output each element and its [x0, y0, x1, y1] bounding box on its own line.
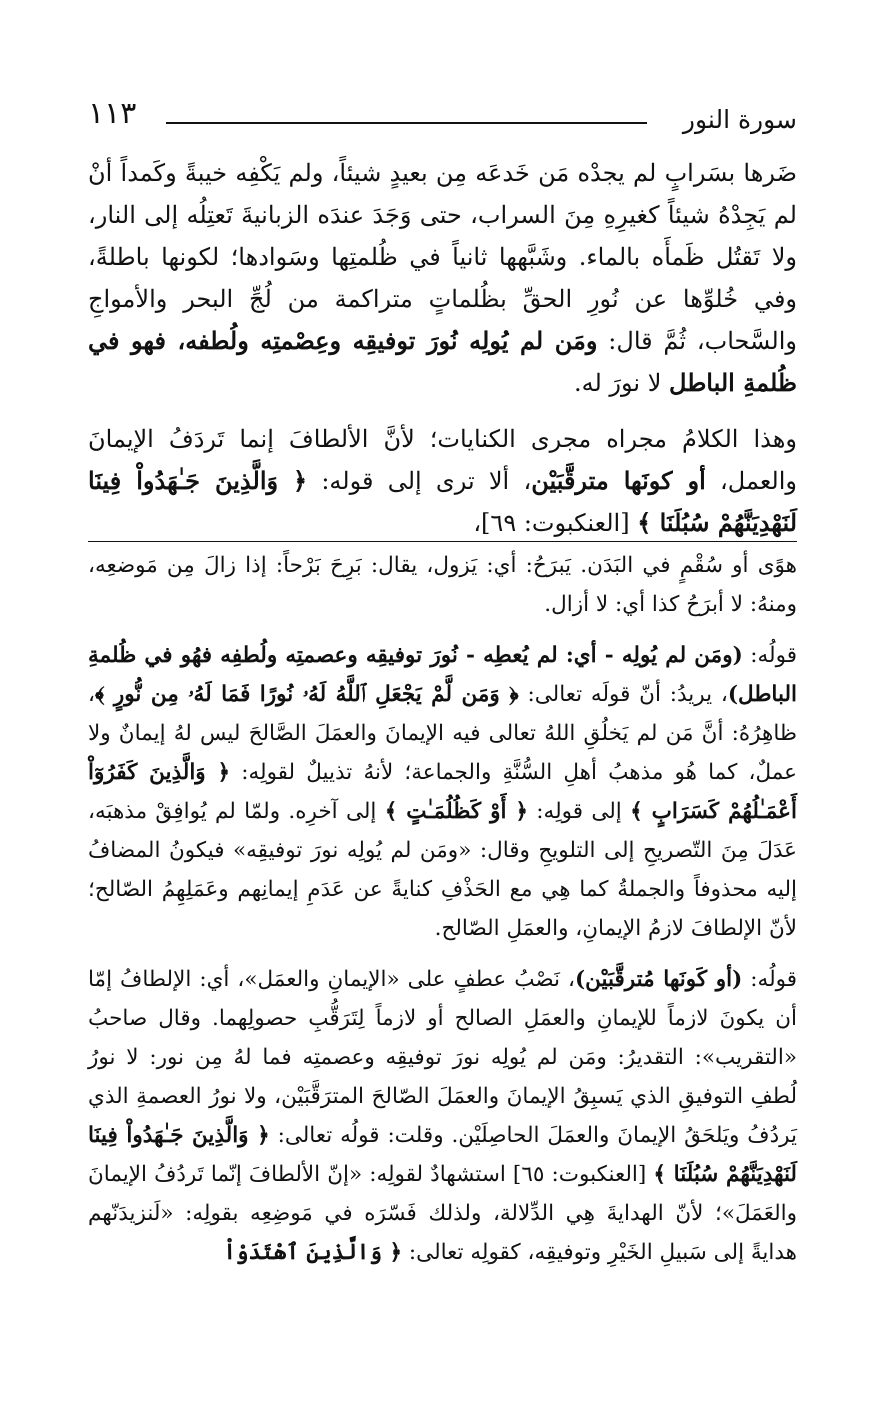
- quran-verse: ﴿ وَالَّذِينَ ٱهْتَدَوْاْ: [223, 1240, 403, 1265]
- commentary-text-run: إلى قولِه:: [527, 799, 631, 824]
- commentary-text-run: [العنكبوت: ٦٥] استشهادٌ لقولِه: «إنّ الألطافَ إنّما تَردُفُ الإيمانَ والعَمَلَ»؛ لأنّ الهدايةَ هِي الدِّلالة، ولذلك فَسّرَه في مَوضِعِه بقولِه: «لَنزيدَنّهم هدايةً إلى سَبيلِ الخَيْرِ وتوفيقِه، كقولِه تعالى:: [88, 1162, 797, 1265]
- quran-verse: ﴿ أَوْ كَظُلُمَـٰتٍ ﴾: [384, 799, 528, 824]
- commentary-text: [88, 546, 797, 1272]
- main-paragraph-1: [88, 152, 797, 404]
- surah-title: سورة النور: [682, 105, 797, 134]
- quran-verse: ﴿ وَالَّذِينَ جَـٰهَدُواْ فِينَا لَنَهْدِيَنَّهُمْ سُبُلَنَا ﴾: [88, 466, 797, 537]
- commentary-text-run: إلى آخرِه. ولمّا لم يُوافِقْ مذهبَه، عَدَلَ مِنَ التّصريحِ إلى التلويحِ وقال: «ومَن لم يُولِه نورَ توفيقِه» فيكونُ المضافُ إليه محذوفاً والجملةُ كما هِي مع الحَذْفِ كنايةً عن عَدَمِ إيمانِهم وعَمَلِهِمُ الصّالح؛ لأنّ الإلطافَ لازمُ الإيمانِ، والعمَلِ الصّالح.: [88, 799, 797, 941]
- commentary-paragraph-2: [88, 636, 797, 948]
- commentary-bold-phrase: (أو كَونَها مُترقَّبَيْن): [574, 967, 743, 992]
- page-number: ١١٣: [88, 96, 137, 131]
- commentary-text-run: قولُه:: [742, 967, 798, 992]
- main-bold-phrase: أو كونَها مترقَّبَيْن: [531, 466, 706, 495]
- commentary-text-run: قولُه:: [742, 643, 797, 668]
- main-text-run: وهذا الكلامُ مجراه مجرى الكنايات؛ لأنَّ الألطافَ إنما تَردَفُ الإيمانَ والعمل،: [88, 425, 798, 495]
- quran-verse: ﴿ وَالَّذِينَ كَفَرُوٓاْ أَعْمَـٰلُهُمْ كَسَرَابٍ ﴾: [88, 760, 797, 824]
- commentary-paragraph-1: هوًى أو سُقْمٍ في البَدَن. يَبرَحُ: أي: يَزول، يقال: بَرِحَ بَرْحاً: إذا زالَ مِن مَوضعِه، ومنهُ: لا أبرَحُ كذا أي: لا أزال.: [88, 553, 797, 617]
- commentary-bold-phrase: (ومَن لم يُولِه - أي: لم يُعطِه - نُورَ توفيقِه وعصمتِه ولُطفِه فهُو في ظُلمةِ الباطل): [88, 643, 797, 707]
- commentary-text-run: ، يريدُ: أنّ قولَه تعالى:: [518, 682, 728, 707]
- main-text-run: ضَرها بسَرابٍ لم يجدْه مَن خَدعَه مِن بعيدٍ شيئاً، ولم يَكْفِه خيبةً وكَمداً أنْ لم يَجِدْهُ شيئاً كغيرِهِ مِنَ السراب، حتى وَجَدَ عندَه الزبانيةَ تَعتِلُه إلى النار، ولا تَقتُل ظَمأَه بالماء. وشَبَّهها ثانياً في ظُلمتِها وسَوادها؛ لكونها باطلةً، وفي خُلوِّها عن نُورِ الحقِّ بظُلماتٍ متراكمة من لُجِّ البحر والأمواجِ والسَّحاب، ثُمَّ قال:: [88, 159, 798, 355]
- main-bold-phrase: ومَن لم يُولِه نُورَ توفيقِه وعِصْمتِه ولُطفه، فهو في ظُلمةِ الباطل: [88, 326, 797, 397]
- page-header: [88, 95, 797, 135]
- quran-verse: ﴿ وَالَّذِينَ جَـٰهَدُواْ فِينَا لَنَهْدِيَنَّهُمْ سُبُلَنَا ﴾: [88, 1123, 797, 1187]
- commentary-paragraph-3: [88, 960, 797, 1272]
- main-text-run: ، ألا ترى إلى قوله:: [307, 467, 532, 495]
- main-paragraph-2: [88, 418, 797, 544]
- commentary-text-run: ، نَصْبُ عطفٍ على «الإيمانِ والعمَل»، أي: الإلطافُ إمّا أن يكونَ لازماً للإيمانِ والعمَلِ الصالح أو لازماً لِتَرَقُّبِ حصولِهما. وقال صاحبُ «التقريب»: التقديرُ: ومَن لم يُولِه نورَ توفيقِه وعصمتِه فما لهُ مِن نور: لا نورُ لُطفِ التوفيقِ الذي يَسبِقُ الإيمانَ والعمَلَ الصّالحَ المترَقَّبَيْن، ولا نورُ العصمةِ الذي يَردُفُ ويَلحَقُ الإيمانَ والعمَلَ الحاصِلَيْن. وقلت: قولُه تعالى:: [88, 967, 797, 1148]
- commentary-text-run: ، ظاهِرُهُ: أنَّ مَن لم يَخلُقِ اللهُ تعالى فيه الإيمانَ والعمَلَ الصَّالحَ ليس لهُ إيمانٌ ولا عملٌ، كما هُو مذهبُ أهلِ السُّنَّةِ والجماعة؛ لأنهُ تذييلٌ لقولِه:: [88, 682, 797, 785]
- main-text-run: لا نورَ له.: [573, 369, 670, 397]
- verse-reference: [العنكبوت: ٦٩]،: [473, 509, 638, 537]
- quran-verse: ﴿ وَمَن لَّمْ يَجْعَلِ ٱللَّهُ لَهُۥ نُورًا فَمَا لَهُۥ مِن نُّورٍ ﴾: [94, 682, 519, 707]
- header-rule: [166, 122, 647, 124]
- footnote-divider: [88, 541, 797, 542]
- main-text: [88, 152, 797, 544]
